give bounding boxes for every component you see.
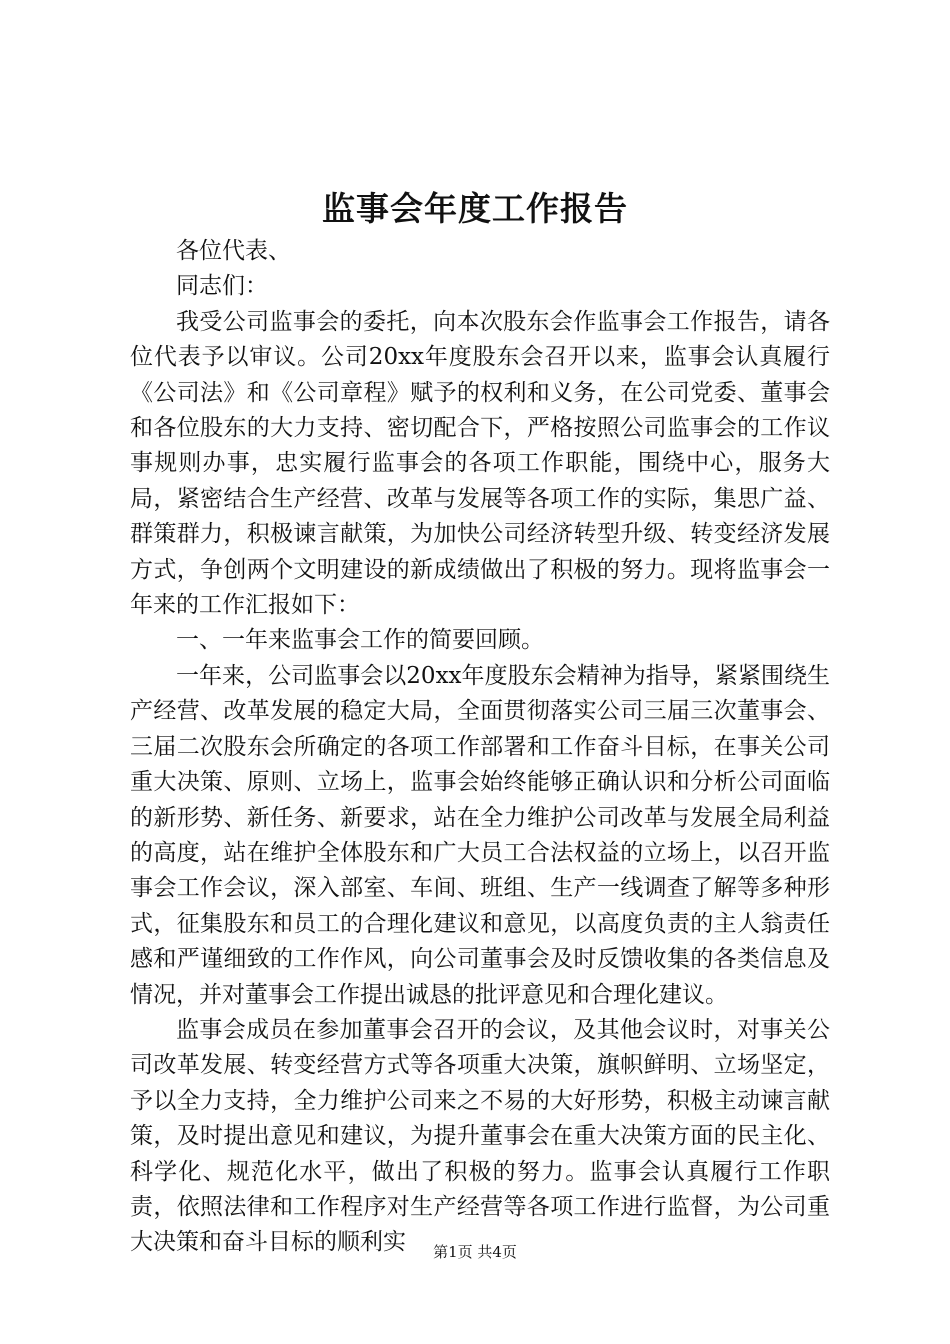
paragraph-members: 监事会成员在参加董事会召开的会议，及其他会议时，对事关公司改革发展、转变经营方式等各项重大决策，旗帜鲜明、立场坚定，予以全力支持，全力维护公司来之不易的大好形势，积极主动谏言献策，及时提出意见和建议，为提升董事会在重大决策方面的民主化、科学化、规范化水平，做出了积极的努力。监事会认真履行工作职责，依照法律和工作程序对生产经营等各项工作进行监督，为公司重大决策和奋斗目标的顺利实	[130, 1016, 830, 1256]
page-footer: 第1页 共4页	[433, 1243, 517, 1261]
document-body	[130, 234, 830, 1261]
paragraph-intro: 我受公司监事会的委托，向本次股东会作监事会工作报告，请各位代表予以审议。公司20xx年度股东会召开以来，监事会认真履行《公司法》和《公司章程》赋予的权利和义务，在公司党委、董事会和各位股东的大力支持、密切配合下，严格按照公司监事会的工作议事规则办事，忠实履行监事会的各项工作职能，围绕中心，服务大局，紧密结合生产经营、改革与发展等各项工作的实际，集思广益、群策群力，积极谏言献策，为加快公司经济转型升级、转变经济发展方式，争创两个文明建设的新成绩做出了积极的努力。现将监事会一年来的工作汇报如下：	[130, 308, 830, 619]
paragraph-review: 一年来，公司监事会以20xx年度股东会精神为指导，紧紧围绕生产经营、改革发展的稳定大局，全面贯彻落实公司三届三次董事会、三届二次股东会所确定的各项工作部署和工作奋斗目标，在事关公司重大决策、原则、立场上，监事会始终能够正确认识和分析公司面临的新形势、新任务、新要求，站在全力维护公司改革与发展全局利益的高度，站在维护全体股东和广大员工合法权益的立场上，以召开监事会工作会议，深入部室、车间、班组、生产一线调查了解等多种形式，征集股东和员工的合理化建议和意见，以高度负责的主人翁责任感和严谨细致的工作作风，向公司董事会及时反馈收集的各类信息及情况，并对董事会工作提出诚恳的批评意见和合理化建议。	[130, 662, 830, 1008]
document-title: 监事会年度工作报告	[322, 189, 628, 228]
salutation-line-2: 同志们：	[176, 273, 268, 300]
salutation-line-1: 各位代表、	[176, 238, 291, 264]
section-heading-1: 一、一年来监事会工作的简要回顾。	[176, 627, 544, 654]
